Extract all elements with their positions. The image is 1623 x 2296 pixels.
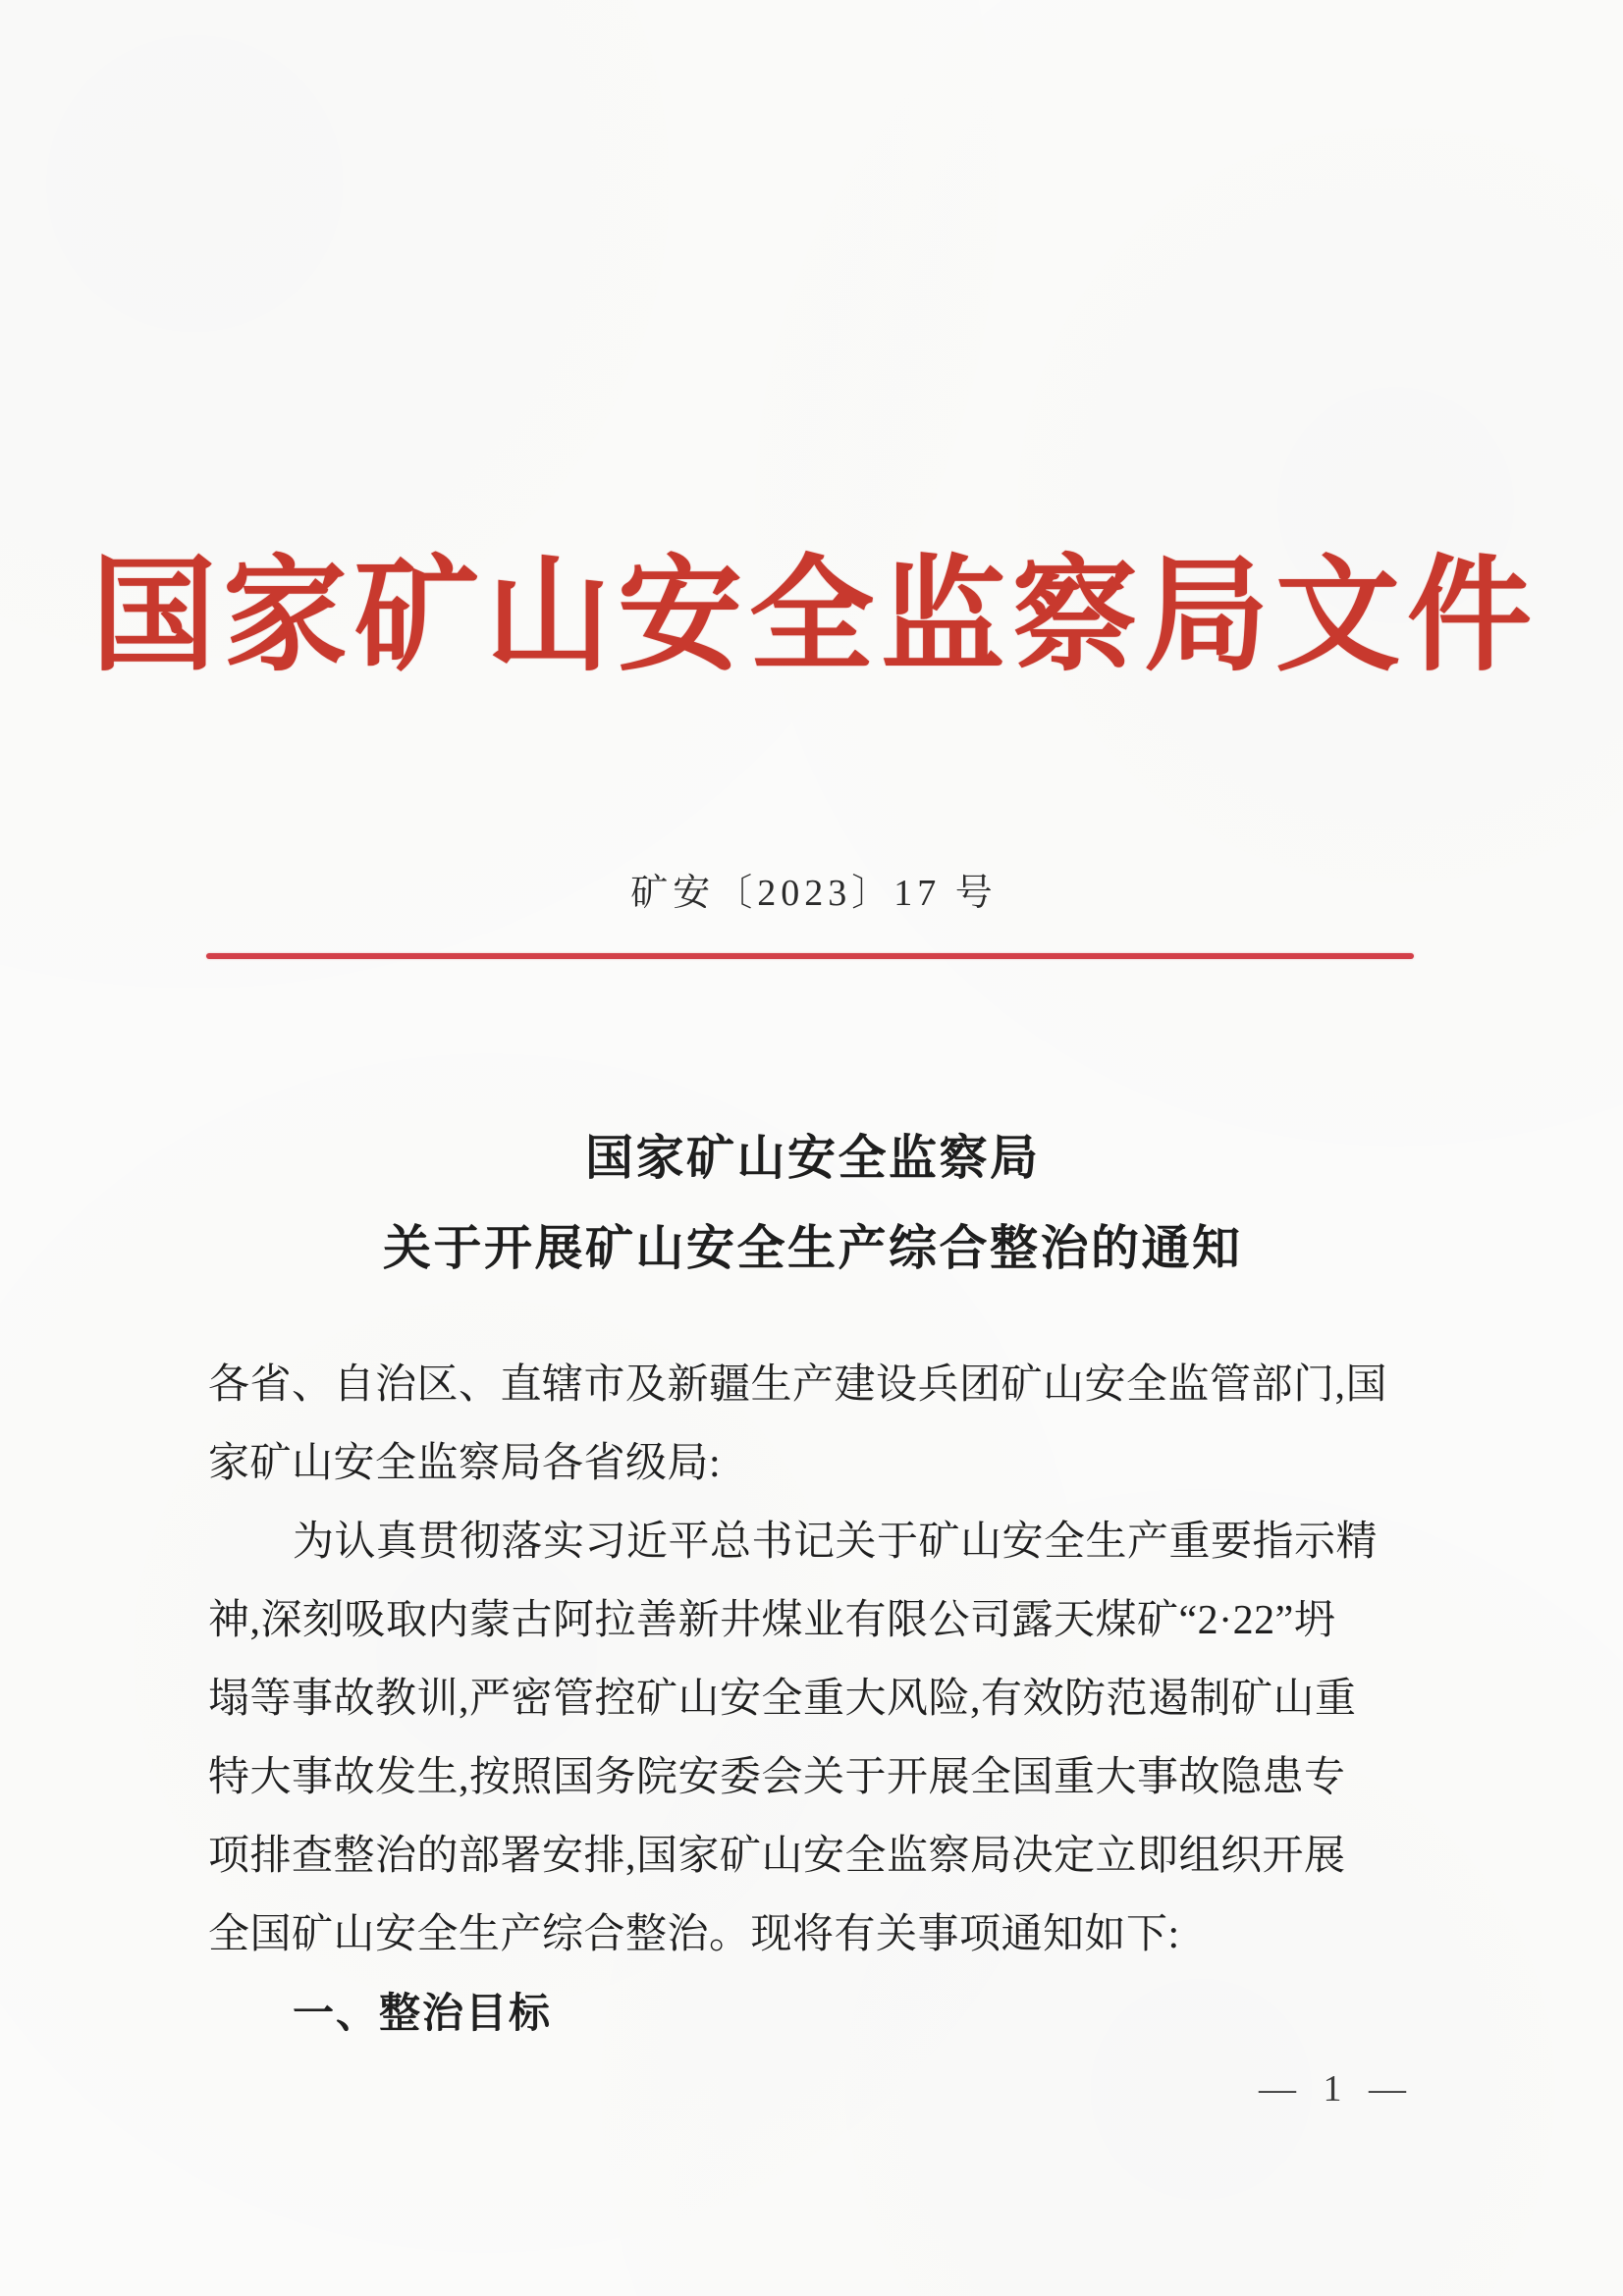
paragraph-line-6: 全国矿山安全生产综合整治。现将有关事项通知如下: (208, 1912, 1180, 1957)
addressee-line-1: 各省、自治区、直辖市及新疆生产建设兵团矿山安全监管部门,国 (208, 1362, 1388, 1408)
document-number: 矿安〔2023〕17 号 (630, 873, 998, 914)
paragraph-line-2: 神,深刻吸取内蒙古阿拉善新井煤业有限公司露天煤矿“2·22”坍 (208, 1598, 1336, 1643)
document-title-line-1: 国家矿山安全监察局 (584, 1131, 1041, 1185)
addressee-line-2: 家矿山安全监察局各省级局: (208, 1441, 722, 1486)
page-number-footer: — 1 — (1259, 2068, 1415, 2109)
masthead-title: 国家矿山安全监察局文件 (90, 549, 1539, 686)
paragraph-line-3: 塌等事故教训,严密管控矿山安全重大风险,有效防范遏制矿山重 (208, 1677, 1357, 1722)
section-heading-1: 一、整治目标 (293, 1990, 553, 2036)
paragraph-line-4: 特大事故发生,按照国务院安委会关于开展全国重大事故隐患专 (208, 1755, 1346, 1800)
paragraph-line-5: 项排查整治的部署安排,国家矿山安全监察局决定立即组织开展 (208, 1834, 1346, 1879)
red-separator-rule (206, 953, 1414, 959)
document-title-line-2: 关于开展矿山安全生产综合整治的通知 (382, 1221, 1243, 1275)
paragraph-line-1: 为认真贯彻落实习近平总书记关于矿山安全生产重要指示精 (293, 1520, 1379, 1565)
document-body (208, 1346, 1418, 2053)
document-title (0, 1113, 1623, 1294)
